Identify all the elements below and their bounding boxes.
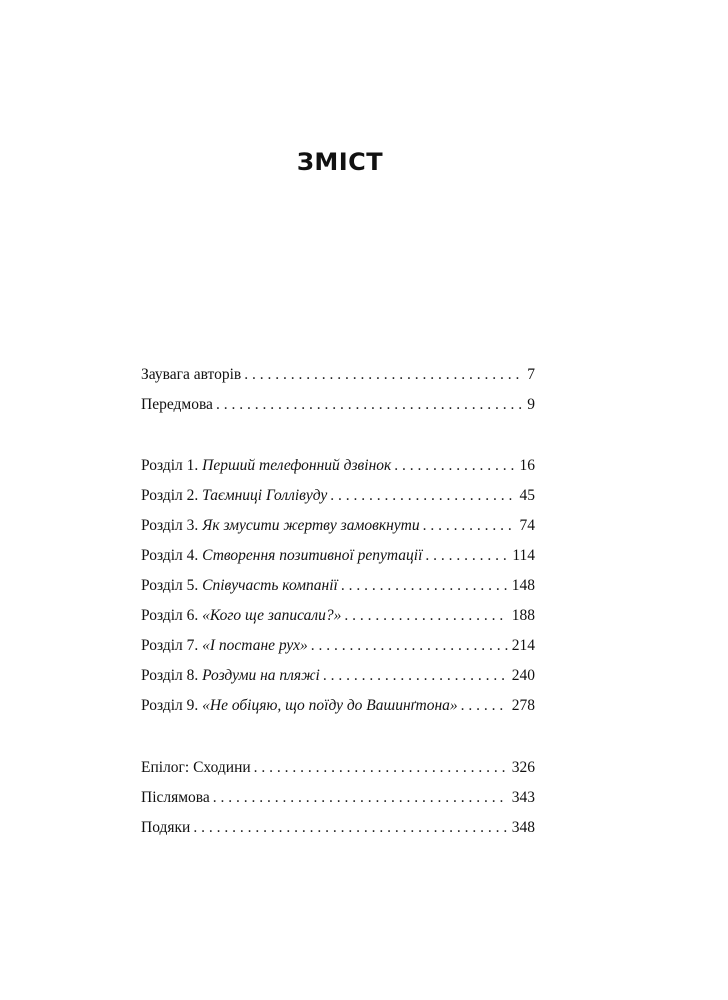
toc-entry-label: Післямова [141, 789, 210, 806]
toc-entry [141, 577, 535, 607]
toc-leader-dots [394, 457, 515, 475]
toc-leader-dots [425, 547, 508, 565]
chapter-number: Розділ 8. [141, 667, 203, 684]
toc-entry-label: Передмова [141, 396, 213, 413]
toc-entry [141, 487, 535, 517]
toc-entry-label: Епілог: Сходини [141, 759, 251, 776]
chapter-title: Роздуми на пляжі [202, 667, 320, 684]
chapter-number: Розділ 5. [141, 577, 203, 594]
chapter-title: Перший телефонний дзвінок [202, 457, 392, 474]
toc-entry [141, 396, 535, 426]
toc-entry-page: 148 [511, 577, 535, 594]
toc-leader-dots [423, 517, 516, 535]
toc-entry-page: 7 [527, 366, 535, 383]
chapter-number: Розділ 9. [141, 697, 203, 714]
chapter-number: Розділ 3. [141, 517, 203, 534]
toc-entry [141, 819, 535, 849]
toc-leader-dots [311, 637, 508, 655]
toc-entry [141, 457, 535, 487]
chapter-title: Як змусити жертву замовкнути [202, 517, 420, 534]
toc-entry-page: 343 [511, 789, 535, 806]
toc-leader-dots [344, 607, 507, 625]
toc-leader-dots [193, 819, 507, 837]
toc-entry [141, 607, 535, 637]
toc-entry [141, 759, 535, 789]
toc-entry-page: 16 [519, 457, 535, 474]
toc-leader-dots [244, 366, 523, 384]
toc-leader-dots [213, 789, 508, 807]
toc-entry-page: 9 [527, 396, 535, 413]
chapter-title: Співучасть компанії [202, 577, 338, 594]
chapter-number: Розділ 7. [141, 637, 203, 654]
toc-back-matter [141, 759, 535, 849]
toc-entry [141, 667, 535, 697]
chapter-number: Розділ 6. [141, 607, 203, 624]
toc-leader-dots [323, 667, 508, 685]
toc-leader-dots [341, 577, 508, 595]
toc-entry [141, 789, 535, 819]
toc-entry-page: 278 [511, 697, 535, 714]
toc-leader-dots [254, 759, 508, 777]
chapter-title: Створення позитивної репутації [202, 547, 423, 564]
chapter-title: Таємниці Голлівуду [202, 487, 328, 504]
toc-entry-label: Подяки [141, 819, 191, 836]
toc-leader-dots [461, 697, 508, 715]
toc-entry-page: 326 [511, 759, 535, 776]
toc-entry-page: 214 [511, 637, 535, 654]
toc-entry-label: Заувага авторів [141, 366, 242, 383]
chapter-title: «Не обіцяю, що поїду до Вашинґтона» [202, 697, 458, 714]
toc-leader-dots [330, 487, 515, 505]
toc-entry [141, 366, 535, 396]
toc-entry [141, 697, 535, 727]
chapter-title: «Кого ще записали?» [202, 607, 342, 624]
toc-chapters [141, 457, 535, 727]
chapter-number: Розділ 1. [141, 457, 203, 474]
chapter-number: Розділ 2. [141, 487, 203, 504]
chapter-title: «І постане рух» [202, 637, 308, 654]
toc-front-matter [141, 366, 535, 426]
toc-entry-page: 240 [511, 667, 535, 684]
toc-entry [141, 637, 535, 667]
toc-entry-page: 188 [511, 607, 535, 624]
toc-entry-page: 74 [519, 517, 535, 534]
toc-entry-page: 45 [519, 487, 535, 504]
toc-entry [141, 517, 535, 547]
toc-entry-page: 114 [512, 547, 535, 564]
chapter-number: Розділ 4. [141, 547, 203, 564]
page-title: ЗМІСТ [296, 148, 384, 176]
toc-entry [141, 547, 535, 577]
toc-leader-dots [216, 396, 523, 414]
toc-entry-page: 348 [511, 819, 535, 836]
